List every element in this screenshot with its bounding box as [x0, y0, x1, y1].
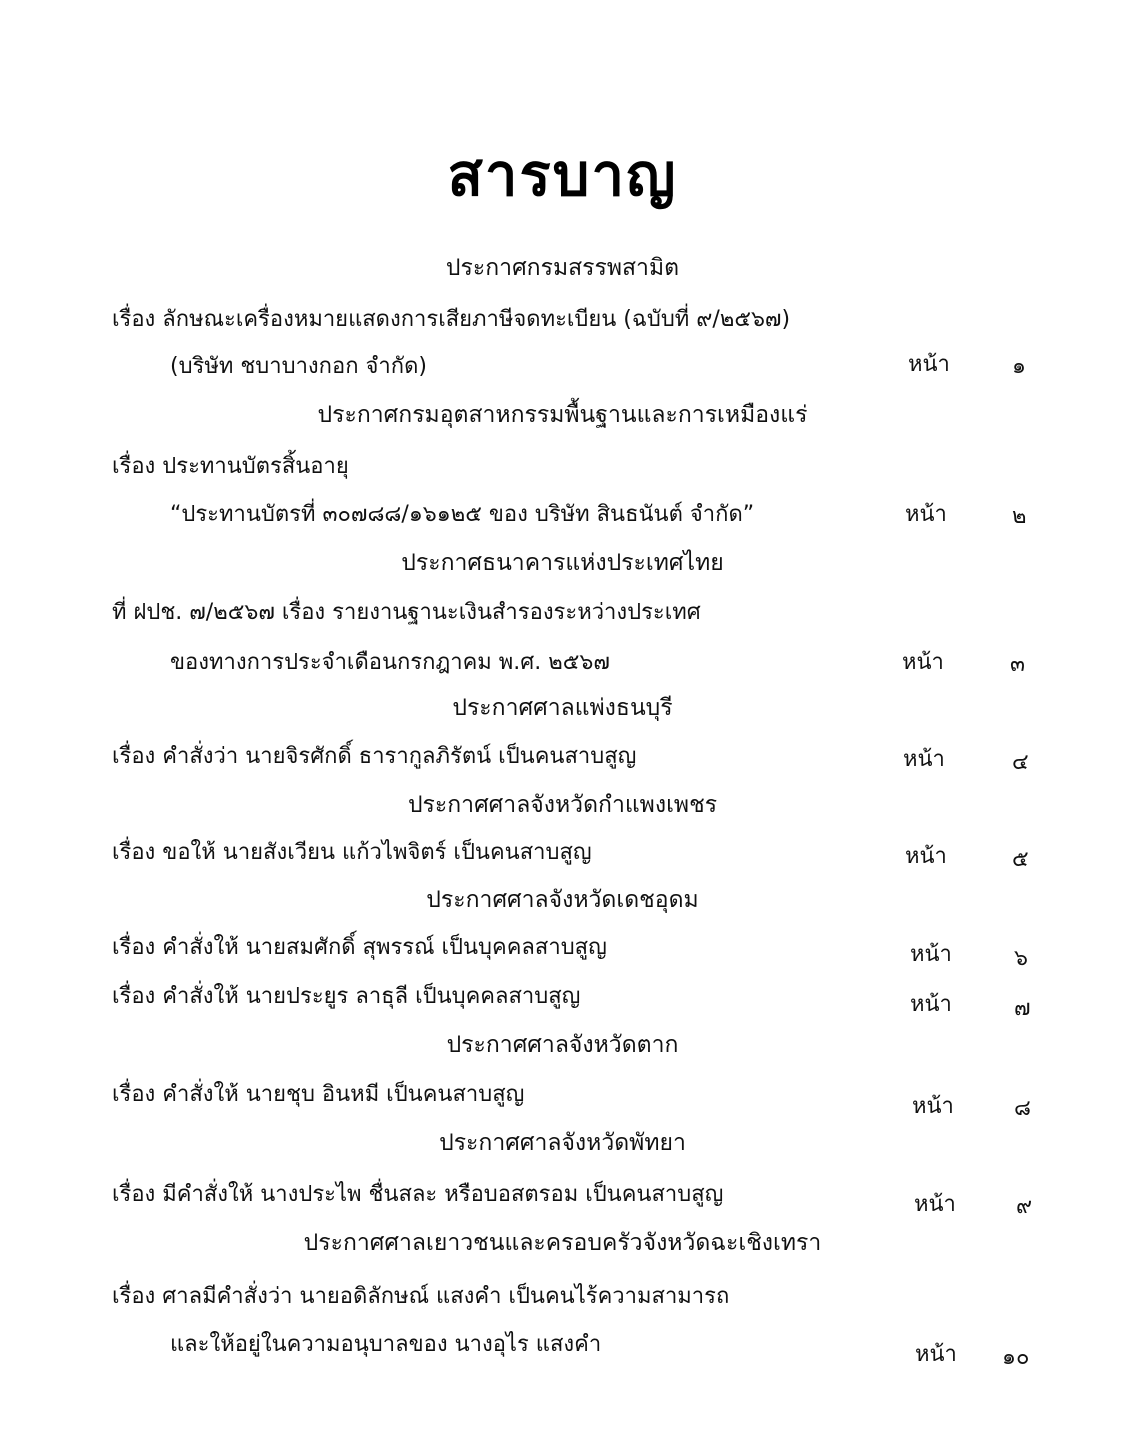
- page-number: ๒: [1012, 504, 1027, 529]
- entry-line: เรื่อง คำสั่งให้ นายชุบ อินหมี เป็นคนสาบสูญ: [112, 1082, 525, 1107]
- section-heading-bot: ประกาศธนาคารแห่งประเทศไทย: [401, 550, 724, 576]
- section-heading-pattaya-court: ประกาศศาลจังหวัดพัทยา: [439, 1130, 686, 1156]
- entry-line: ของทางการประจำเดือนกรกฎาคม พ.ศ. ๒๕๖๗: [170, 650, 610, 675]
- entry-line: (บริษัท ชบาบางกอก จำกัด): [170, 354, 427, 379]
- page-number: ๙: [1016, 1194, 1033, 1219]
- page-label: หน้า: [905, 502, 947, 527]
- entry-line: เรื่อง คำสั่งให้ นายประยูร ลาธุลี เป็นบุคคลสาบสูญ: [112, 984, 581, 1009]
- page-title: สารบาญ: [447, 141, 678, 209]
- page-number: ๓: [1010, 652, 1026, 677]
- entry-line: ที่ ฝปช. ๗/๒๕๖๗ เรื่อง รายงานฐานะเงินสำรองระหว่างประเทศ: [112, 600, 701, 625]
- section-heading-excise: ประกาศกรมสรรพสามิต: [445, 255, 680, 281]
- entry-line: เรื่อง คำสั่งว่า นายจิรศักดิ์ ธารากูลภิรัตน์ เป็นคนสาบสูญ: [112, 744, 637, 769]
- section-heading-chachoengsao-juvenile-court: ประกาศศาลเยาวชนและครอบครัวจังหวัดฉะเชิงเทรา: [303, 1230, 822, 1256]
- page-label: หน้า: [915, 1342, 957, 1367]
- entry-line: เรื่อง ลักษณะเครื่องหมายแสดงการเสียภาษีจดทะเบียน (ฉบับที่ ๙/๒๕๖๗): [112, 307, 791, 332]
- section-heading-det-udom-court: ประกาศศาลจังหวัดเดชอุดม: [426, 887, 699, 913]
- page-number: ๑: [1012, 354, 1026, 379]
- page-label: หน้า: [903, 747, 945, 772]
- section-heading-thonburi-civil-court: ประกาศศาลแพ่งธนบุรี: [452, 695, 673, 721]
- entry-line: เรื่อง มีคำสั่งให้ นางประไพ ชื่นสละ หรือบอสตรอม เป็นคนสาบสูญ: [112, 1182, 724, 1207]
- page-number: ๖: [1014, 946, 1028, 971]
- page-number: ๘: [1014, 1096, 1031, 1121]
- entry-line: “ประทานบัตรที่ ๓๐๗๘๘/๑๖๑๒๕ ของ บริษัท สินธนันต์ จำกัด”: [170, 502, 755, 527]
- entry-line: และให้อยู่ในความอนุบาลของ นางอุไร แสงคำ: [170, 1332, 602, 1357]
- page-label: หน้า: [902, 650, 944, 675]
- page-number: ๑๐: [1002, 1345, 1030, 1370]
- entry-line: เรื่อง ประทานบัตรสิ้นอายุ: [112, 454, 349, 479]
- page-number: ๕: [1012, 847, 1029, 872]
- page-label: หน้า: [910, 942, 952, 967]
- entry-line: เรื่อง ศาลมีคำสั่งว่า นายอดิลักษณ์ แสงคำ เป็นคนไร้ความสามารถ: [112, 1284, 730, 1309]
- page-label: หน้า: [910, 992, 952, 1017]
- page-number: ๔: [1012, 750, 1029, 775]
- page-label: หน้า: [912, 1094, 954, 1119]
- section-heading-kamphaeng-phet-court: ประกาศศาลจังหวัดกำแพงเพชร: [407, 792, 718, 818]
- page-label: หน้า: [905, 844, 947, 869]
- entry-line: เรื่อง คำสั่งให้ นายสมศักดิ์ สุพรรณ์ เป็นบุคคลสาบสูญ: [112, 935, 607, 960]
- entry-line: เรื่อง ขอให้ นายสังเวียน แก้วไพจิตร์ เป็นคนสาบสูญ: [112, 840, 592, 865]
- page-label: หน้า: [908, 352, 950, 377]
- section-heading-tak-court: ประกาศศาลจังหวัดตาก: [446, 1032, 679, 1058]
- page-label: หน้า: [914, 1192, 956, 1217]
- page-number: ๗: [1014, 996, 1031, 1021]
- section-heading-mining: ประกาศกรมอุตสาหกรรมพื้นฐานและการเหมืองแร่: [317, 402, 808, 428]
